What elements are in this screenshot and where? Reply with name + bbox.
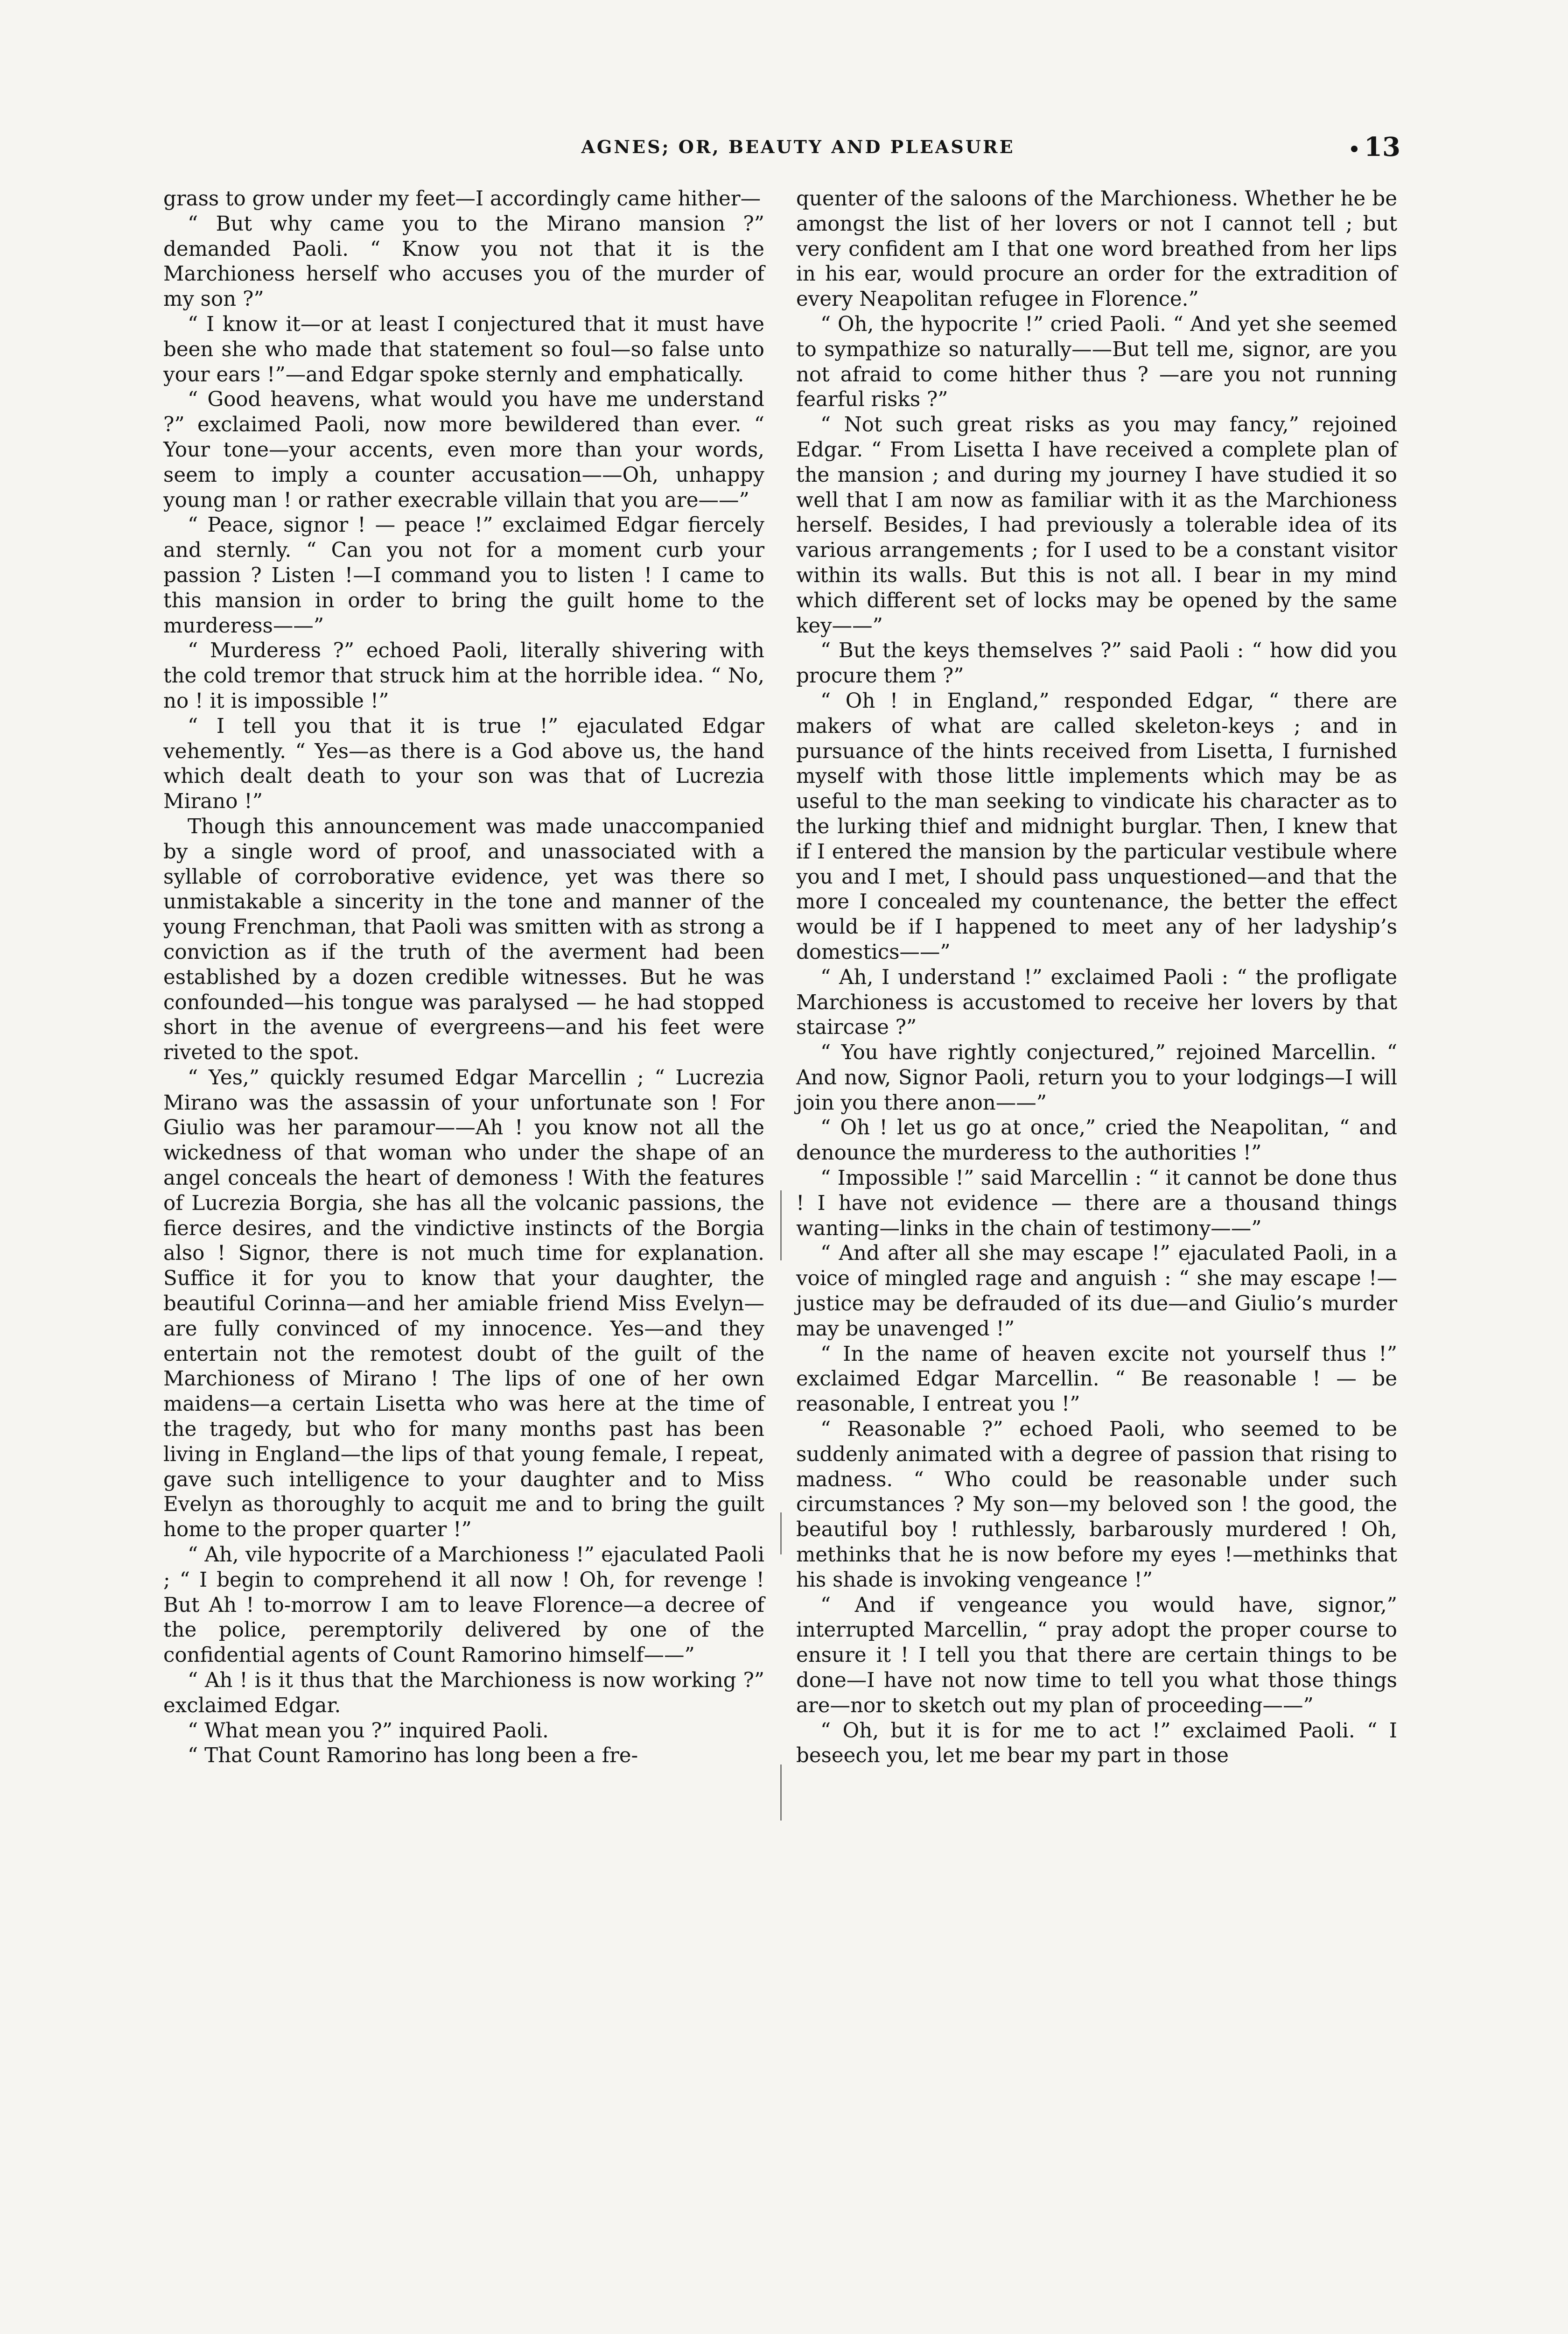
- paragraph: “ Oh ! let us go at once,” cried the Neapolitan, “ and denounce the murderess to the authorities !”: [796, 1116, 1397, 1165]
- paragraph: grass to grow under my feet—I accordingly came hither—: [163, 187, 761, 211]
- paragraph: “ But the keys themselves ?” said Paoli : “ how did you procure them ?”: [796, 639, 1397, 688]
- page-number: 13: [1351, 132, 1400, 162]
- paragraph: “ Good heavens, what would you have me understand ?” exclaimed Paoli, now more bewildered than ever. “ Your tone—your accents, even more than your words, seem to imply a counter accusation——Oh, unhappy young man ! or rather execrable villain that you are——”: [163, 388, 764, 512]
- paragraph: “ You have rightly conjectured,” rejoined Marcellin. “ And now, Signor Paoli, return you to your lodgings—I will join you there anon——”: [796, 1041, 1397, 1115]
- paragraph: “ Ah ! is it thus that the Marchioness is now working ?” exclaimed Edgar.: [163, 1669, 764, 1717]
- paragraph: “ That Count Ramorino has long been a fre-: [188, 1744, 638, 1768]
- text-column-right: [796, 187, 1397, 1769]
- paragraph: “ I know it—or at least I conjectured that it must have been she who made that statement so foul—so false unto your ears !”—and Edgar spoke sternly and emphatically.: [163, 312, 764, 387]
- paragraph: “ Murderess ?” echoed Paoli, literally shivering with the cold tremor that struck him at the horrible idea. “ No, no ! it is impossible !”: [163, 639, 764, 713]
- paragraph: “ What mean you ?” inquired Paoli.: [188, 1719, 549, 1743]
- paragraph: “ And after all she may escape !” ejaculated Paoli, in a voice of mingled rage and anguish : “ she may escape !—justice may be defrauded of its due—and Giulio’s murder may be unavenged !”: [796, 1242, 1397, 1341]
- paragraph: quenter of the saloons of the Marchioness. Whether he be amongst the list of her lovers or not I cannot tell ; but very confident am I that one word breathed from her lips in his ear, would procure an order for the extradition of every Neapolitan refugee in Florence.”: [796, 187, 1397, 311]
- paragraph: “ Impossible !” said Marcellin : “ it cannot be done thus ! I have not evidence — there are a thousand things wanting—links in the chain of testimony——”: [796, 1167, 1397, 1240]
- column-divider: [780, 187, 782, 2334]
- running-title: AGNES; OR, BEAUTY AND PLEASURE: [581, 136, 1015, 157]
- paragraph: “ But why came you to the Mirano mansion ?” demanded Paoli. “ Know you not that it is the Marchioness herself who accuses you of the murder of my son ?”: [163, 212, 764, 311]
- paragraph: “ Ah, I understand !” exclaimed Paoli : “ the profligate Marchioness is accustomed to receive her lovers by that staircase ?”: [796, 965, 1397, 1040]
- paragraph: “ Oh, the hypocrite !” cried Paoli. “ And yet she seemed to sympathize so naturally——But tell me, signor, are you not afraid to come hither thus ? —are you not running fearful risks ?”: [796, 312, 1397, 412]
- paragraph: “ Oh ! in England,” responded Edgar, “ there are makers of what are called skeleton-keys ; and in pursuance of the hints received from Lisetta, I furnished myself with those little implements which may be as useful to the man seeking to vindicate his character as to the lurking thief and midnight burglar. Then, I knew that if I entered the mansion by the particular vestibule where you and I met, I should pass unquestioned—and that the more I concealed my countenance, the better the effect would be if I happened to meet any of her ladyship’s domestics——”: [796, 689, 1397, 964]
- paragraph: “ Peace, signor ! — peace !” exclaimed Edgar fiercely and sternly. “ Can you not for a moment curb your passion ? Listen !—I command you to listen ! I came to this mansion in order to bring the guilt home to the murderess——”: [163, 513, 764, 638]
- paragraph: “ Ah, vile hypocrite of a Marchioness !” ejaculated Paoli ; “ I begin to comprehend it all now ! Oh, for revenge ! But Ah ! to-morrow I am to leave Florence—a decree of the police, peremptorily delivered by one of the confidential agents of Count Ramorino himself——”: [163, 1543, 764, 1667]
- paragraph: “ Yes,” quickly resumed Edgar Marcellin ; “ Lucrezia Mirano was the assassin of your unfortunate son ! For Giulio was her paramour——Ah ! you know not all the wickedness of that woman who under the shape of an angel conceals the heart of demoness ! With the features of Lucrezia Borgia, she has all the volcanic passions, the fierce desires, and the vindictive instincts of the Borgia also ! Signor, there is not much time for explanation. Suffice it for you to know that your daughter, the beautiful Corinna—and her amiable friend Miss Evelyn—are fully convinced of my innocence. Yes—and they entertain not the remotest doubt of the guilt of the Marchioness of Mirano ! The lips of one of her own maidens—a certain Lisetta who was here at the time of the tragedy, but who for many months past has been living in England—the lips of that young female, I repeat, gave such intelligence to your daughter and to Miss Evelyn as thoroughly to acquit me and to bring the guilt home to the proper quarter !”: [163, 1066, 764, 1542]
- paragraph: “ Oh, but it is for me to act !” exclaimed Paoli. “ I beseech you, let me bear my part in those: [796, 1719, 1397, 1768]
- paragraph: “ I tell you that it is true !” ejaculated Edgar vehemently. “ Yes—as there is a God above us, the hand which dealt death to your son was that of Lucrezia Mirano !”: [163, 714, 764, 814]
- paragraph: “ In the name of heaven excite not yourself thus !” exclaimed Edgar Marcellin. “ Be reasonable ! — be reasonable, I entreat you !”: [796, 1342, 1397, 1416]
- paragraph: “ Reasonable ?” echoed Paoli, who seemed to be suddenly animated with a degree of passion that rising to madness. “ Who could be reasonable under such circumstances ? My son—my beloved son ! the good, the beautiful boy ! ruthlessly, barbarously murdered ! Oh, methinks that he is now before my eyes !—methinks that his shade is invoking vengeance !”: [796, 1418, 1397, 1592]
- paragraph: “ And if vengeance you would have, signor,” interrupted Marcellin, “ pray adopt the proper course to ensure it ! I tell you that there are certain things to be done—I have not now time to tell you what those things are—nor to sketch out my plan of proceeding——”: [796, 1593, 1397, 1717]
- text-column-left: [163, 187, 764, 1769]
- paragraph: “ Not such great risks as you may fancy,” rejoined Edgar. “ From Lisetta I have received a complete plan of the mansion ; and during my journey I have studied it so well that I am now as familiar with it as the Marchioness herself. Besides, I had previously a tolerable idea of its various arrangements ; for I used to be a constant visitor within its walls. But this is not all. I bear in my mind which different set of locks may be opened by the same key——”: [796, 413, 1397, 638]
- paragraph: Though this announcement was made unaccompanied by a single word of proof, and unassociated with a syllable of corroborative evidence, yet was there so unmistakable a sincerity in the tone and manner of the young Frenchman, that Paoli was smitten with as strong a conviction as if the truth of the averment had been established by a dozen credible witnesses. But he was confounded—his tongue was paralysed — he had stopped short in the avenue of evergreens—and his feet were riveted to the spot.: [163, 815, 764, 1065]
